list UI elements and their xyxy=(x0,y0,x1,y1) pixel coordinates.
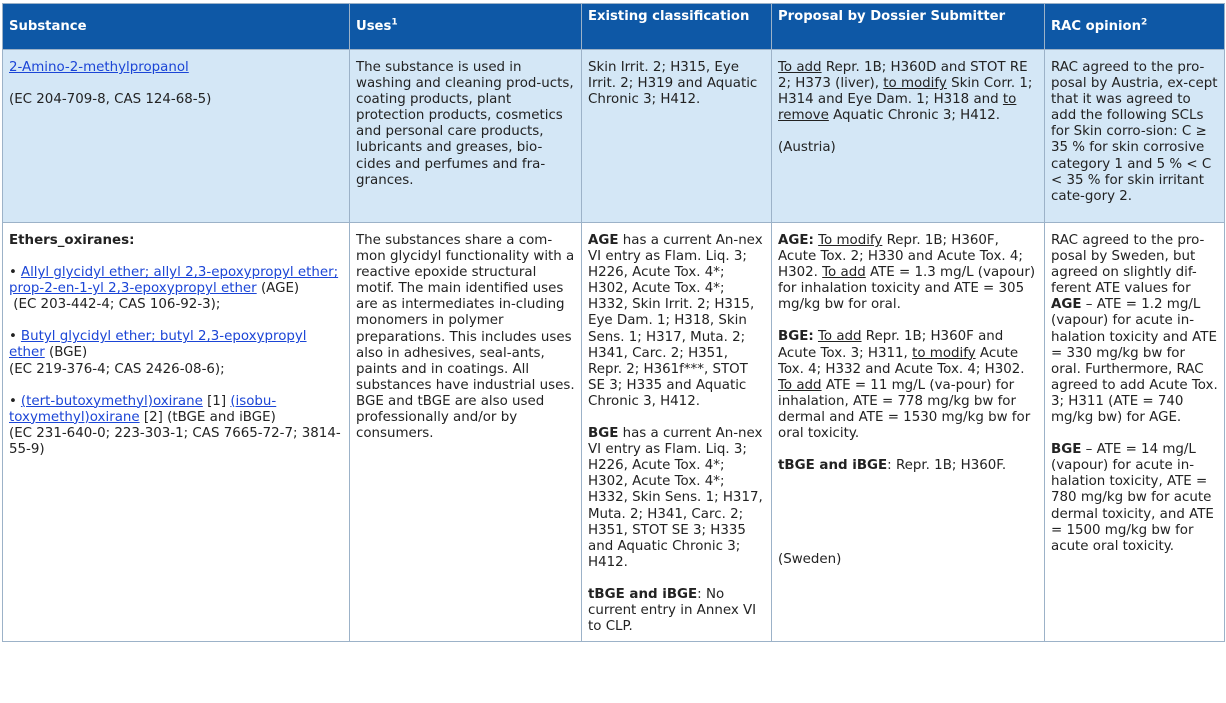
substance-link-ibge[interactable]: (isobu-toxymethyl)oxirane xyxy=(9,393,277,425)
cell-rac-opinion: RAC agreed to the pro-posal by Sweden, but agreed on slightly dif-ferent ATE values for AGE – ATE = 1.2 mg/L (vapour) for acute in-halation toxicity and ATE = 330 mg/kg bw for oral. Furthermore, RAC agreed to add Acute Tox. 3; H311 (ATE = 740 mg/kg bw) for AGE. BGE – ATE = 14 mg/L (vapour) for acute in-halation toxicity, ATE = 780 mg/kg bw for acute dermal toxicity, and ATE = 1500 mg/kg bw for acute oral toxicity. xyxy=(1045,223,1225,642)
header-existing-classification: Existing classification xyxy=(582,4,772,50)
cell-existing-classification: Skin Irrit. 2; H315, Eye Irrit. 2; H319 and Aquatic Chronic 3; H412. xyxy=(582,50,772,223)
substance-link-tbge[interactable]: (tert-butoxymethyl)oxirane xyxy=(20,393,203,409)
bullet-icon: • xyxy=(9,329,17,345)
substance-link[interactable]: 2-Amino-2-methylpropanol xyxy=(9,60,189,75)
footnote-ref-2: 2 xyxy=(1141,17,1148,28)
bullet-icon: • xyxy=(9,393,17,409)
proposal-country: (Sweden) xyxy=(778,552,842,568)
proposal-country: (Austria) xyxy=(778,140,836,156)
substance-identifiers: (EC 204-709-8, CAS 124-68-5) xyxy=(9,92,212,108)
header-rac-opinion: RAC opinion$^2$ xyxy=(1045,4,1225,50)
classification-table xyxy=(2,3,1225,642)
cell-proposal: To add Repr. 1B; H360D and STOT RE 2; H373 (liver), to modify Skin Corr. 1; H314 and Eye Dam. 1; H318 and to remove Aquatic Chronic 3; H412. (Austria) xyxy=(772,50,1045,223)
cell-substance: Ethers_oxiranes: • Allyl glycidyl ether; allyl 2,3-epoxypropyl ether; prop-2-en-1-yl 2,3-epoxypropyl ether (AGE) (EC 203-442-4; CAS 106-92-3); • Butyl glycidyl ether; butyl 2,3-epoxypropyl ether (BGE) (EC 219-376-4; CAS 2426-08-6); • (tert-butoxymethyl)oxirane [1] (isobu-toxymethyl)oxirane [2] (tBGE and iBGE) (EC 231-640-0; 223-303-1; CAS 7665-72-7; 3814-55-9) xyxy=(3,223,350,642)
substance-link-bge[interactable]: Butyl glycidyl ether; butyl 2,3-epoxypropyl ether xyxy=(9,329,307,361)
header-uses: Uses$^1$ xyxy=(350,4,582,50)
table-row xyxy=(3,223,1225,642)
footnote-ref-1: 1 xyxy=(391,17,398,28)
cell-substance xyxy=(3,50,350,223)
cell-rac-opinion: RAC agreed to the pro-posal by Austria, ex-cept that it was agreed to add the following SCLs for Skin corro-sion: C ≥ 35 % for skin corrosive category 1 and 5 % < C < 35 % for skin irritant cate-gory 2. xyxy=(1045,50,1225,223)
header-substance: Substance xyxy=(3,4,350,50)
cell-proposal: AGE: To modify Repr. 1B; H360F, Acute Tox. 2; H330 and Acute Tox. 4; H302. To add ATE = 1.3 mg/L (vapour) for inhalation toxicity and ATE = 305 mg/kg bw for oral. BGE: To add Repr. 1B; H360F and Acute Tox. 3; H311, to modify Acute Tox. 4; H332 and Acute Tox. 4; H302. To add ATE = 11 mg/L (va-pour) for inhalation, ATE = 778 mg/kg bw for dermal and ATE = 1530 mg/kg bw for oral toxicity. tBGE and iBGE: Repr. 1B; H360F. (Sweden) xyxy=(772,223,1045,642)
table-row xyxy=(3,50,1225,223)
substance-group: Ethers_oxiranes: xyxy=(9,233,135,248)
bullet-icon: • xyxy=(9,265,17,281)
header-row xyxy=(3,4,1225,50)
header-proposal: Proposal by Dossier Submitter xyxy=(772,4,1045,50)
cell-uses: The substance is used in washing and cleaning prod-ucts, coating products, plant protection products, cosmetics and personal care products, lubricants and greases, bio-cides and perfumes and fra-grances. xyxy=(350,50,582,223)
substance-link-age[interactable]: Allyl glycidyl ether; allyl 2,3-epoxypropyl ether; prop-2-en-1-yl 2,3-epoxypropyl ether xyxy=(9,265,339,297)
cell-uses: The substances share a com-mon glycidyl functionality with a reactive epoxide structural motif. The main identified uses are as intermediates in-cluding monomers in polymer preparations. This includes uses also in adhesives, seal-ants, paints and in coatings. All substances have industrial uses. BGE and tBGE are also used professionally and/or by consumers. xyxy=(350,223,582,642)
cell-existing-classification: AGE has a current An-nex VI entry as Flam. Liq. 3; H226, Acute Tox. 4*; H302, Acute Tox. 4*; H332, Skin Irrit. 2; H315, Eye Dam. 1; H318, Skin Sens. 1; H317, Muta. 2; H341, Carc. 2; H351, Repr. 2; H361f***, STOT SE 3; H335 and Aquatic Chronic 3, H412. BGE has a current An-nex VI entry as Flam. Liq. 3; H226, Acute Tox. 4*; H302, Acute Tox. 4*; H332, Skin Sens. 1; H317, Muta. 2; H341, Carc. 2; H351, STOT SE 3; H335 and Aquatic Chronic 3; H412. tBGE and iBGE: No current entry in Annex VI to CLP. xyxy=(582,223,772,642)
